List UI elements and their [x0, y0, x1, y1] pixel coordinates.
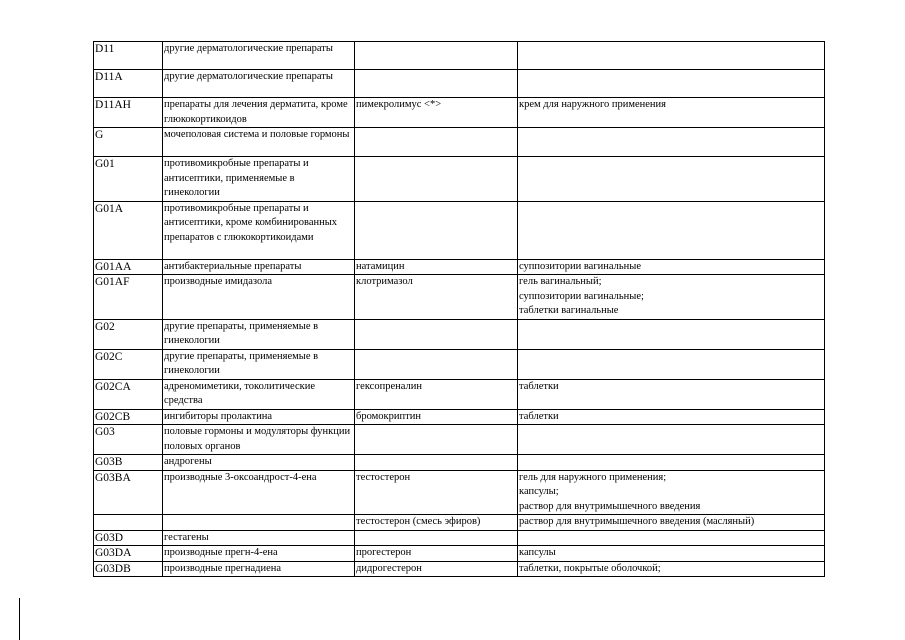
dosage-form-cell	[518, 201, 825, 259]
table-row	[94, 546, 825, 562]
group-name-cell: ингибиторы пролактина	[163, 409, 355, 425]
drug-name-cell: пимекролимус <*>	[355, 98, 518, 128]
group-name-cell: другие препараты, применяемые в гинекологии	[163, 349, 355, 379]
group-name-cell	[163, 515, 355, 531]
drug-name-cell	[355, 128, 518, 157]
drug-name-cell	[355, 455, 518, 471]
dosage-form-cell	[518, 425, 825, 455]
atc-code-cell: G03DB	[94, 561, 163, 577]
dosage-form-cell: таблетки	[518, 379, 825, 409]
table-row	[94, 425, 825, 455]
atc-code-cell: G03B	[94, 455, 163, 471]
atc-code-cell: G03DA	[94, 546, 163, 562]
group-name-cell: производные 3-оксоандрост-4-ена	[163, 470, 355, 515]
drug-name-cell: клотримазол	[355, 275, 518, 320]
atc-code-cell: G03BA	[94, 470, 163, 515]
dosage-form-cell	[518, 455, 825, 471]
dosage-form-cell	[518, 128, 825, 157]
table-row	[94, 409, 825, 425]
atc-code-cell: G02	[94, 319, 163, 349]
group-name-cell: гестагены	[163, 530, 355, 546]
dosage-form-cell	[518, 70, 825, 98]
atc-code-cell: D11	[94, 42, 163, 70]
group-name-cell: другие препараты, применяемые в гинекологии	[163, 319, 355, 349]
atc-code-cell: G	[94, 128, 163, 157]
dosage-form-cell: капсулы	[518, 546, 825, 562]
group-name-cell: производные имидазола	[163, 275, 355, 320]
table-row	[94, 128, 825, 157]
drug-name-cell	[355, 70, 518, 98]
atc-code-cell: G03D	[94, 530, 163, 546]
dosage-form-cell: таблетки, покрытые оболочкой;	[518, 561, 825, 577]
dosage-form-cell: суппозитории вагинальные	[518, 259, 825, 275]
atc-code-cell: G01	[94, 157, 163, 202]
drug-name-cell: прогестерон	[355, 546, 518, 562]
group-name-cell: производные прегн-4-ена	[163, 546, 355, 562]
table-row	[94, 515, 825, 531]
table-row	[94, 42, 825, 70]
table-row	[94, 470, 825, 515]
table-row	[94, 201, 825, 259]
dosage-form-cell: раствор для внутримышечного введения (масляный)	[518, 515, 825, 531]
medication-table	[93, 41, 825, 577]
drug-name-cell	[355, 42, 518, 70]
drug-name-cell	[355, 349, 518, 379]
drug-name-cell	[355, 319, 518, 349]
drug-name-cell: дидрогестерон	[355, 561, 518, 577]
atc-code-cell: G02CB	[94, 409, 163, 425]
drug-name-cell	[355, 201, 518, 259]
atc-code-cell: G01A	[94, 201, 163, 259]
group-name-cell: андрогены	[163, 455, 355, 471]
group-name-cell: антибактериальные препараты	[163, 259, 355, 275]
group-name-cell: половые гормоны и модуляторы функции половых органов	[163, 425, 355, 455]
dosage-form-cell	[518, 530, 825, 546]
group-name-cell: другие дерматологические препараты	[163, 70, 355, 98]
drug-name-cell	[355, 530, 518, 546]
atc-code-cell	[94, 515, 163, 531]
table-row	[94, 259, 825, 275]
table-row	[94, 70, 825, 98]
atc-code-cell: G01AF	[94, 275, 163, 320]
group-name-cell: производные прегнадиена	[163, 561, 355, 577]
dosage-form-cell: гель вагинальный; суппозитории вагинальные; таблетки вагинальные	[518, 275, 825, 320]
dosage-form-cell	[518, 42, 825, 70]
medication-table-body	[94, 42, 825, 577]
dosage-form-cell: крем для наружного применения	[518, 98, 825, 128]
atc-code-cell: G03	[94, 425, 163, 455]
group-name-cell: препараты для лечения дерматита, кроме глюкокортикоидов	[163, 98, 355, 128]
dosage-form-cell	[518, 319, 825, 349]
table-row	[94, 561, 825, 577]
atc-code-cell: G02C	[94, 349, 163, 379]
page-margin-rule	[19, 598, 20, 640]
dosage-form-cell	[518, 349, 825, 379]
atc-code-cell: G02CA	[94, 379, 163, 409]
drug-name-cell: натамицин	[355, 259, 518, 275]
group-name-cell: мочеполовая система и половые гормоны	[163, 128, 355, 157]
table-row	[94, 379, 825, 409]
drug-name-cell: тестостерон (смесь эфиров)	[355, 515, 518, 531]
drug-name-cell: тестостерон	[355, 470, 518, 515]
dosage-form-cell: таблетки	[518, 409, 825, 425]
group-name-cell: противомикробные препараты и антисептики, применяемые в гинекологии	[163, 157, 355, 202]
table-row	[94, 319, 825, 349]
table-row	[94, 275, 825, 320]
group-name-cell: противомикробные препараты и антисептики, кроме комбинированных препаратов с глюкокортикоидами	[163, 201, 355, 259]
drug-name-cell	[355, 425, 518, 455]
table-row	[94, 455, 825, 471]
dosage-form-cell	[518, 157, 825, 202]
group-name-cell: адреномиметики, токолитические средства	[163, 379, 355, 409]
drug-name-cell	[355, 157, 518, 202]
dosage-form-cell: гель для наружного применения; капсулы; раствор для внутримышечного введения	[518, 470, 825, 515]
group-name-cell: другие дерматологические препараты	[163, 42, 355, 70]
atc-code-cell: G01AA	[94, 259, 163, 275]
drug-name-cell: гексопреналин	[355, 379, 518, 409]
atc-code-cell: D11AH	[94, 98, 163, 128]
atc-code-cell: D11A	[94, 70, 163, 98]
table-row	[94, 530, 825, 546]
drug-name-cell: бромокриптин	[355, 409, 518, 425]
table-row	[94, 349, 825, 379]
table-row	[94, 157, 825, 202]
table-row	[94, 98, 825, 128]
